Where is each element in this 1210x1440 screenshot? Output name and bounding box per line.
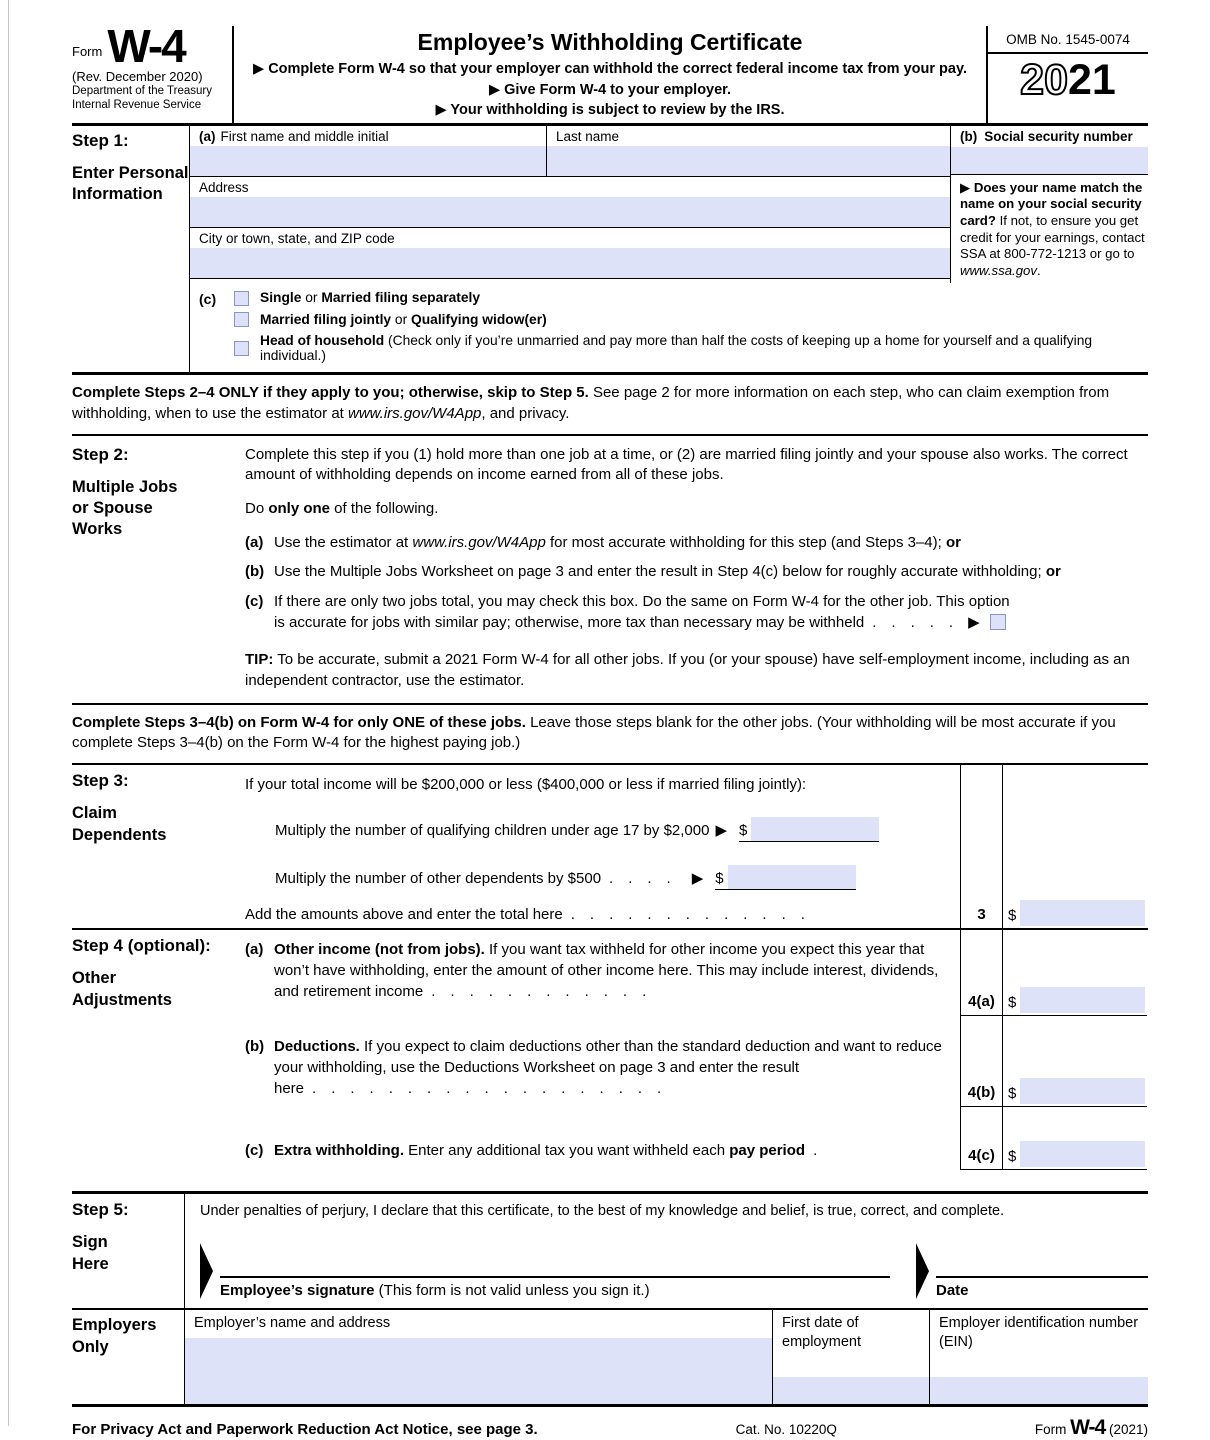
step3-children-row bbox=[72, 803, 1148, 853]
dot-leader: ............ bbox=[431, 983, 662, 1001]
right-pointer-icon: ▶ bbox=[253, 61, 265, 77]
step5-label bbox=[72, 1194, 185, 1308]
step3-subtitle: Claim Dependents bbox=[72, 804, 167, 844]
address-input[interactable] bbox=[190, 197, 950, 227]
catalog-number: Cat. No. 10220Q bbox=[735, 1422, 837, 1438]
date-input[interactable] bbox=[936, 1248, 1148, 1278]
filing-option-married-jointly: Married filing jointly or Qualifying widow(er) bbox=[234, 312, 1148, 327]
city-row bbox=[190, 228, 950, 279]
w4app-link: www.irs.gov/W4App bbox=[348, 404, 482, 422]
omb-year-block bbox=[988, 26, 1148, 123]
filing-status-row bbox=[190, 283, 1148, 372]
step5-title: Step 5: bbox=[72, 1200, 129, 1220]
step3-intro-text: If your total income will be $200,000 or less ($400,000 or less if married filing jointly): bbox=[245, 776, 807, 794]
first-date-column bbox=[773, 1310, 930, 1404]
w4app-link: www.irs.gov/W4App bbox=[412, 533, 546, 551]
date-arrow-icon bbox=[916, 1243, 929, 1299]
step4c-row: (c) Extra withholding. Enter any additional tax you want withheld each pay period . 4(c) $ bbox=[72, 1107, 1148, 1170]
step2-label bbox=[72, 445, 245, 692]
right-pointer-icon: ▶ bbox=[715, 822, 727, 840]
form-title: Employee’s Withholding Certificate bbox=[417, 29, 803, 55]
ssn-column bbox=[950, 126, 1148, 284]
tax-year bbox=[988, 54, 1148, 103]
step4a-row: Step 4 (optional): Other Adjustments (a) Other income (not from jobs). If you want tax withheld for other income you expect this year that won’t have withholding, enter the amount of other income here. This may include interest, dividends, and retirement income ............ 4(a) $ bbox=[72, 930, 1148, 1016]
first-name-input[interactable] bbox=[190, 146, 546, 176]
step3-dependents-row bbox=[72, 853, 1148, 899]
line-4b-number: 4(b) bbox=[960, 1016, 1002, 1107]
other-dependents-amount-input[interactable] bbox=[728, 865, 856, 889]
dot-leader: ..... bbox=[872, 613, 969, 631]
form-id-block bbox=[72, 20, 232, 123]
children-amount-wrap: $ bbox=[739, 817, 879, 842]
form-revision: (Rev. December 2020) bbox=[72, 68, 203, 84]
first-date-employment-input[interactable] bbox=[773, 1377, 929, 1404]
step2-do-only-one: Do only one of the following. bbox=[245, 499, 439, 517]
line-3-number: 3 bbox=[960, 899, 1002, 928]
step3-total-row: Add the amounts above and enter the total here ............. 3 $ bbox=[72, 899, 1148, 930]
ssn-input[interactable] bbox=[951, 147, 1148, 174]
right-pointer-icon: ▶ bbox=[968, 613, 980, 631]
first-date-label: First date of employment bbox=[782, 1315, 861, 1350]
ein-input[interactable] bbox=[930, 1377, 1148, 1404]
city-input[interactable] bbox=[190, 248, 950, 278]
form-footer-id: Form W-4 (2021) bbox=[1034, 1416, 1148, 1440]
dot-leader: . bbox=[813, 1142, 833, 1160]
irs-name: Internal Revenue Service bbox=[72, 99, 202, 112]
employer-name-label: Employer’s name and address bbox=[194, 1315, 391, 1332]
employers-only-section bbox=[72, 1310, 1148, 1407]
employer-name-address-input[interactable] bbox=[185, 1338, 772, 1404]
year-bold-digits: 21 bbox=[1068, 56, 1116, 104]
step1-title: Step 1: bbox=[72, 130, 129, 150]
steps-2-4-instructions: Complete Steps 2–4 ONLY if they apply to you; otherwise, skip to Step 5. See page 2 for more information on each step, who can claim exemption from withholding, when to use the estimator at www.irs.gov/W4App, and privacy. bbox=[72, 384, 1110, 422]
step3-title: Step 3: bbox=[72, 771, 129, 791]
employers-only-label bbox=[72, 1310, 185, 1404]
step1-label bbox=[72, 126, 190, 372]
ssa-note: ▶ Does your name match the name on your social security card? If not, to ensure you get credit for your earnings, contact SSA at 800-772-1213 or go to www.ssa.gov. bbox=[960, 179, 1145, 278]
ssa-gov-link: www.ssa.gov bbox=[960, 262, 1037, 278]
signature-input[interactable] bbox=[220, 1248, 890, 1278]
step1-subtitle: Enter Personal Information bbox=[72, 163, 189, 204]
other-income-amount-input[interactable] bbox=[1020, 987, 1144, 1013]
steps-3-4-table bbox=[72, 763, 1148, 1170]
first-name-label: (a) First name and middle initial bbox=[199, 128, 389, 144]
step4-subtitle: Other Adjustments bbox=[72, 969, 172, 1009]
spacer bbox=[72, 1170, 1148, 1191]
name-row bbox=[190, 126, 950, 177]
page-edge-line bbox=[8, 0, 9, 1426]
form-header bbox=[72, 20, 1148, 126]
step2-title: Step 2: bbox=[72, 444, 129, 464]
right-pointer-icon: ▶ bbox=[488, 81, 501, 98]
step5-subtitle: Sign Here bbox=[72, 1233, 109, 1273]
last-name-input[interactable] bbox=[547, 146, 950, 176]
form-instruction-2: ▶ Give Form W-4 to your employer. bbox=[488, 81, 732, 98]
city-label: City or town, state, and ZIP code bbox=[199, 230, 395, 246]
right-pointer-icon: ▶ bbox=[435, 102, 447, 119]
dot-leader: ................... bbox=[312, 1080, 677, 1098]
right-pointer-icon: ▶ bbox=[960, 179, 971, 195]
date-label: Date bbox=[936, 1282, 969, 1300]
dependents-amount-wrap: $ bbox=[715, 865, 855, 890]
address-row bbox=[190, 177, 950, 228]
perjury-declaration: Under penalties of perjury, I declare that this certificate, to the best of my knowledge and belief, is true, correct, and complete. bbox=[200, 1203, 1005, 1220]
dependents-multiply-text: Multiply the number of other dependents by $500 bbox=[275, 870, 602, 888]
step1-section bbox=[72, 126, 1148, 375]
employer-name-column bbox=[185, 1310, 773, 1404]
form-instruction-3: ▶ Your withholding is subject to review by the IRS. bbox=[435, 102, 785, 119]
privacy-act-notice: For Privacy Act and Paperwork Reduction Act Notice, see page 3. bbox=[72, 1421, 538, 1439]
step2-option-b: (b) Use the Multiple Jobs Worksheet on page 3 and enter the result in Step 4(c) below for roughly accurate withholding; or bbox=[245, 563, 1061, 581]
step2-option-a: (a) Use the estimator at www.irs.gov/W4App for most accurate withholding for this step (and Steps 3–4); or bbox=[245, 533, 961, 551]
dot-leader: ............. bbox=[570, 906, 820, 924]
step4-title: Step 4 (optional): bbox=[72, 936, 211, 956]
form-instruction-1: ▶ Complete Form W-4 so that your employer can withhold the correct federal income tax from your pay. bbox=[253, 61, 967, 77]
qualifying-children-amount-input[interactable] bbox=[751, 817, 879, 841]
children-multiply-text: Multiply the number of qualifying children under age 17 by $2,000 bbox=[275, 822, 710, 840]
deductions-amount-input[interactable] bbox=[1020, 1078, 1144, 1104]
step5-section bbox=[72, 1191, 1148, 1310]
right-pointer-icon: ▶ bbox=[691, 870, 704, 888]
employers-only-title: Employers Only bbox=[72, 1316, 157, 1356]
last-name-label: Last name bbox=[556, 128, 620, 144]
line-4a-number: 4(a) bbox=[960, 930, 1002, 1016]
married-jointly-checkbox[interactable] bbox=[234, 312, 249, 327]
filing-option-head-of-household: Head of household (Check only if you’re unmarried and pay more than half the costs of keeping up a home for yourself and a qualifying individual.) bbox=[234, 333, 1148, 363]
address-label: Address bbox=[199, 179, 249, 195]
line-4c-number: 4(c) bbox=[960, 1107, 1002, 1170]
step2-section bbox=[72, 434, 1148, 705]
step2-paragraph: Complete this step if you (1) hold more than one job at a time, or (2) are married filing jointly and your spouse also works. The correct amount of withholding depends on income earned from all of these jobs. bbox=[245, 445, 1128, 484]
signature-arrow-icon bbox=[200, 1243, 213, 1299]
year-outline-digits: 20 bbox=[1020, 56, 1068, 104]
omb-number: OMB No. 1545-0074 bbox=[988, 26, 1148, 54]
two-jobs-checkbox[interactable] bbox=[990, 614, 1006, 630]
single-checkbox[interactable] bbox=[234, 291, 249, 306]
filing-status-tag: (c) bbox=[199, 291, 217, 308]
form-title-block bbox=[232, 26, 988, 123]
treasury-department: Department of the Treasury bbox=[72, 84, 212, 97]
ein-column bbox=[930, 1310, 1148, 1404]
filing-option-single: Single or Married filing separately bbox=[234, 290, 1148, 305]
page-footer bbox=[72, 1407, 1148, 1440]
head-household-checkbox[interactable] bbox=[234, 341, 249, 356]
ssn-label: (b) Social security number bbox=[960, 128, 1133, 144]
step2-option-c: (c) If there are only two jobs total, you may check this box. Do the same on Form W-4 for the other job. This option is accurate for jobs with similar pay; otherwise, more tax than necessary may be withheld .....▶ bbox=[245, 592, 1010, 631]
form-number: W-4 bbox=[107, 20, 185, 72]
ein-label: Employer identification number (EIN) bbox=[939, 1315, 1139, 1350]
steps-3-4b-instructions: Complete Steps 3–4(b) on Form W-4 for only ONE of these jobs. Leave those steps blank for the other jobs. (Your withholding will be most accurate if you complete Steps 3–4(b) on the Form W-4 for the highest paying job.) bbox=[72, 713, 1116, 752]
total-credits-amount-input[interactable] bbox=[1020, 900, 1144, 926]
form-word: Form bbox=[72, 43, 103, 59]
step3-total-text: Add the amounts above and enter the total here bbox=[245, 906, 563, 924]
extra-withholding-amount-input[interactable] bbox=[1020, 1141, 1144, 1167]
dot-leader: .... bbox=[609, 870, 686, 888]
signature-label: Employee’s signature (This form is not valid unless you sign it.) bbox=[220, 1282, 650, 1300]
step2-tip: TIP: To be accurate, submit a 2021 Form W-4 for all other jobs. If you (or your spouse) have self-employment income, including as an independent contractor, use the estimator. bbox=[245, 651, 1130, 690]
step4b-row: (b) Deductions. If you expect to claim deductions other than the standard deduction and want to reduce your withholding, use the Deductions Worksheet on page 3 and enter the result here ................... 4(b) $ bbox=[72, 1016, 1148, 1107]
step2-subtitle: Multiple Jobs or Spouse Works bbox=[72, 477, 178, 539]
